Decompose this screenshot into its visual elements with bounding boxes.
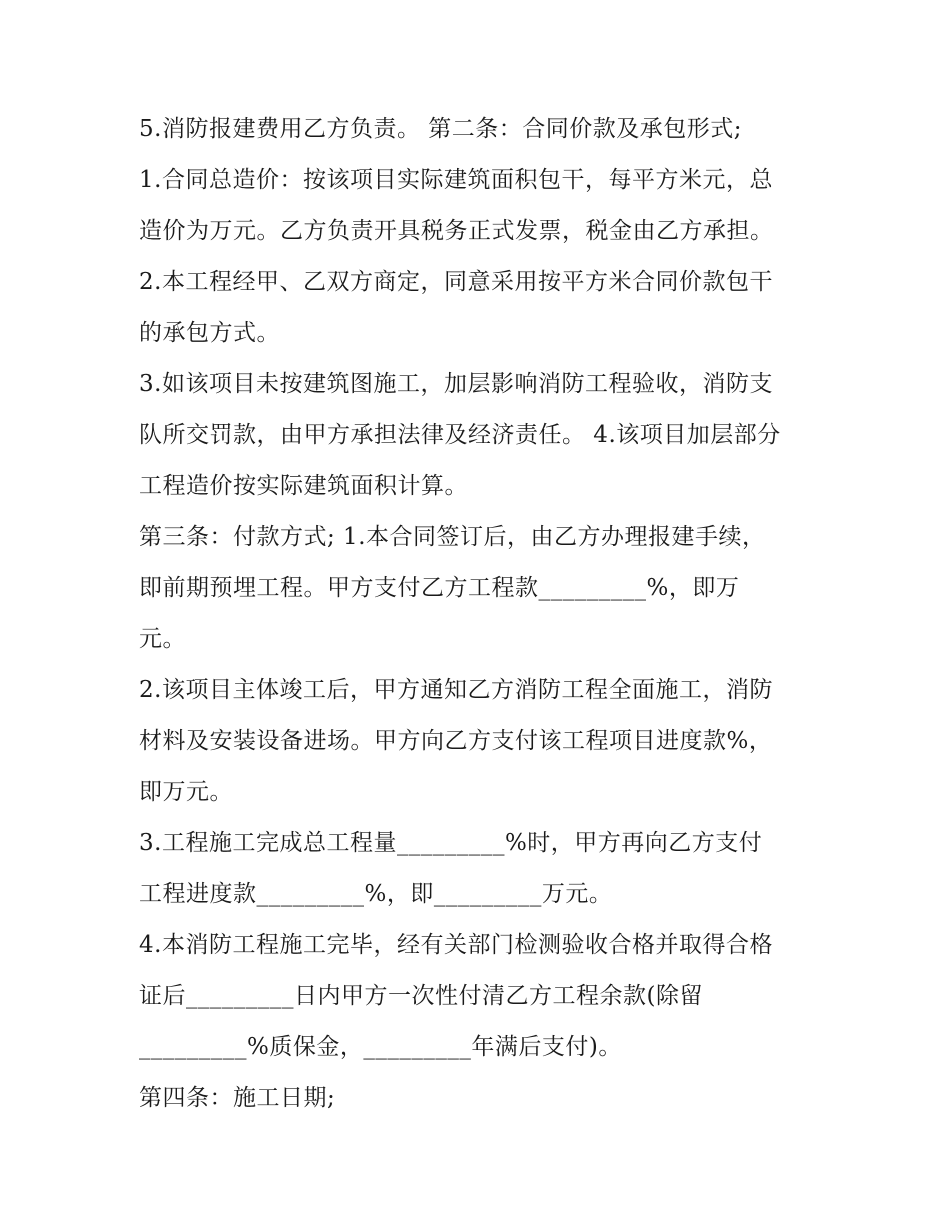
- text-line: 2.本工程经甲、乙双方商定，同意采用按平方米合同价款包干: [139, 269, 773, 295]
- text-line: 造价为万元。乙方负责开具税务正式发票，税金由乙方承担。: [139, 218, 774, 244]
- text-line: 3.工程施工完成总工程量_________%时，甲方再向乙方支付: [139, 830, 763, 856]
- text-line: 1.合同总造价：按该项目实际建筑面积包干，每平方米元，总: [139, 167, 773, 193]
- text-line: 3.如该项目未按建筑图施工，加层影响消防工程验收，消防支: [139, 371, 773, 397]
- text-line: 工程进度款_________%，即_________万元。: [139, 881, 613, 907]
- text-line: _________%质保金，_________年满后支付)。: [139, 1034, 622, 1060]
- text-line: 的承包方式。: [139, 320, 280, 346]
- text-line: 第三条：付款方式; 1.本合同签订后，由乙方办理报建手续，: [139, 524, 766, 550]
- text-line: 材料及安装设备进场。甲方向乙方支付该工程项目进度款%，: [139, 728, 773, 754]
- text-line: 证后_________日内甲方一次性付清乙方工程余款(除留: [139, 983, 703, 1009]
- text-line: 4.本消防工程施工完毕，经有关部门检测验收合格并取得合格: [139, 932, 773, 958]
- text-line: 队所交罚款，由甲方承担法律及经济责任。 4.该项目加层部分: [139, 422, 781, 448]
- text-line: 即万元。: [139, 779, 233, 805]
- text-line: 第四条：施工日期;: [139, 1085, 336, 1111]
- text-line: 2.该项目主体竣工后，甲方通知乙方消防工程全面施工，消防: [139, 677, 773, 703]
- text-line: 即前期预埋工程。甲方支付乙方工程款_________%，即万: [139, 575, 740, 601]
- text-line: 元。: [139, 626, 186, 652]
- document-body: [139, 104, 819, 1124]
- text-line: 工程造价按实际建筑面积计算。: [139, 473, 468, 499]
- text-line: 5.消防报建费用乙方负责。 第二条：合同价款及承包形式;: [139, 116, 743, 142]
